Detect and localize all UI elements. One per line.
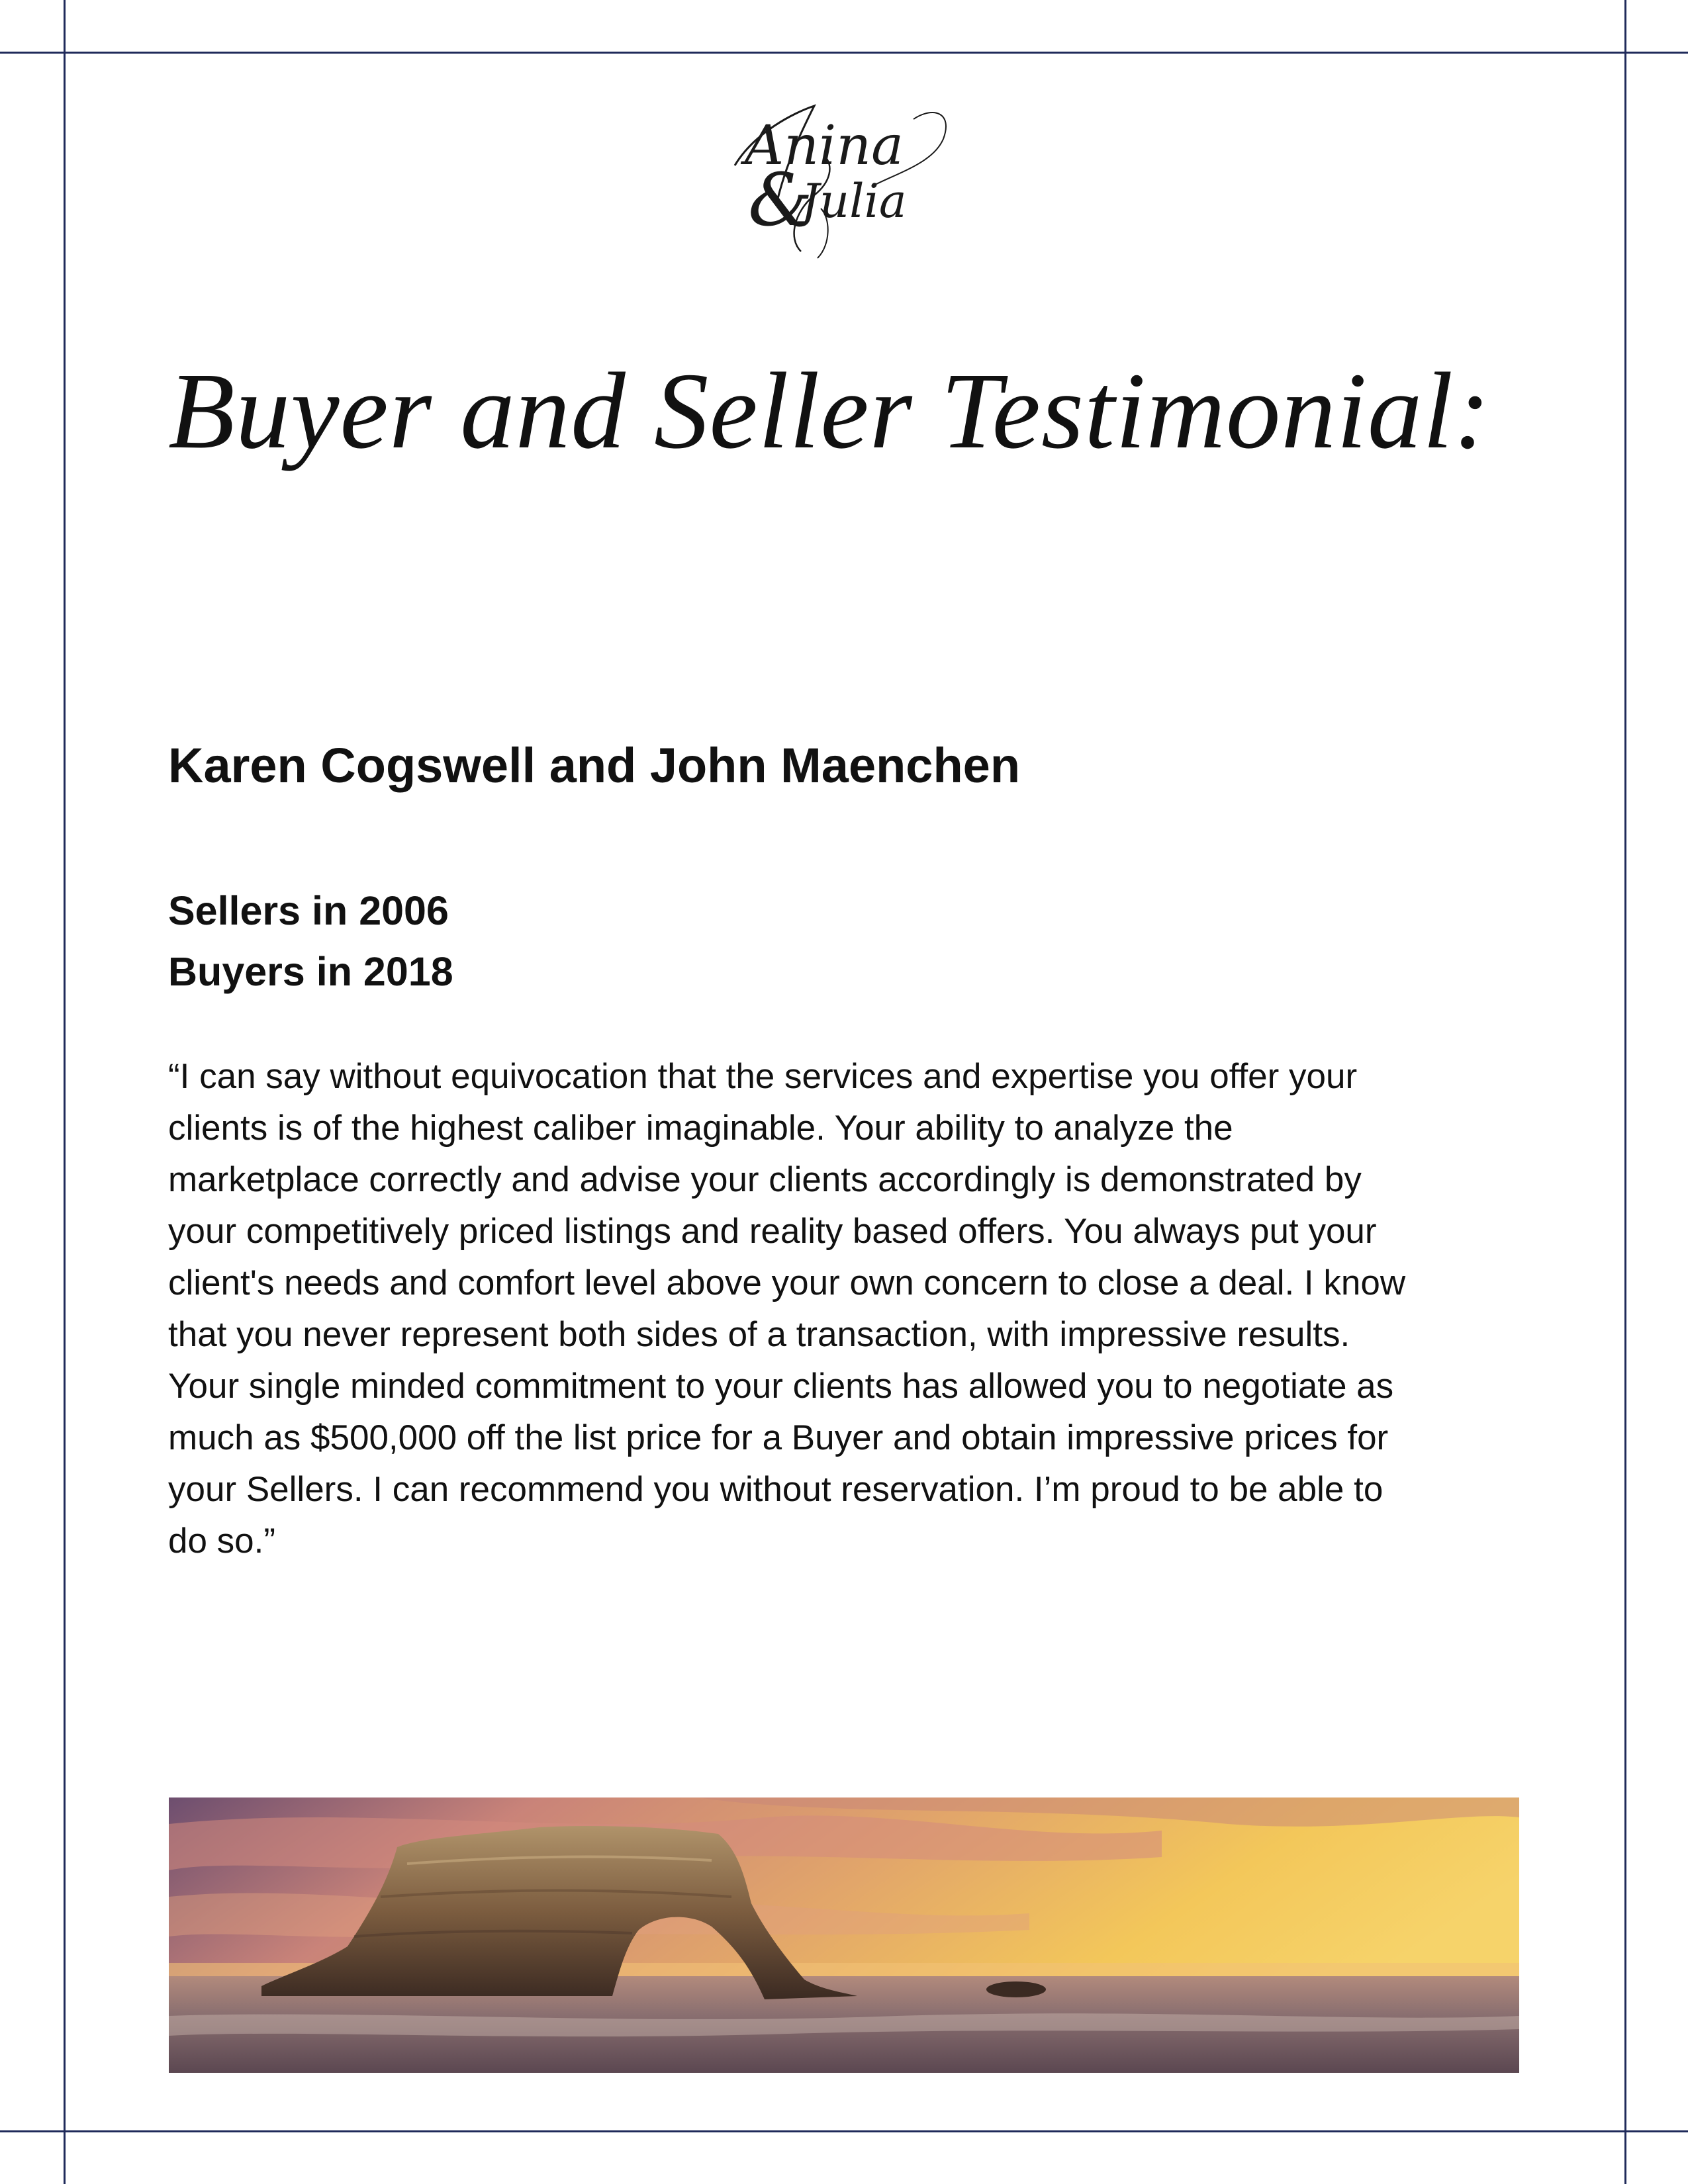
quote-line: that you never represent both sides of a transaction, with impressive results. [168, 1315, 1350, 1354]
sunset-arch-banner-image [169, 1797, 1519, 2073]
quote-line: marketplace correctly and advise your clients accordingly is demonstrated by [168, 1160, 1362, 1199]
quote-line: “I can say without equivocation that the services and expertise you offer your [168, 1057, 1358, 1096]
client-roles [168, 880, 453, 1002]
client-name: Karen Cogswell and John Maenchen [168, 738, 1021, 793]
quote-line: your Sellers. I can recommend you without reservation. I’m proud to be able to [168, 1470, 1383, 1509]
role-seller: Sellers in 2006 [168, 888, 449, 933]
testimonial-quote [168, 1051, 1532, 1567]
brand-logo [715, 86, 966, 265]
logo-text-second: Julia [801, 174, 907, 228]
role-buyer: Buyers in 2018 [168, 949, 453, 994]
frame-line-left [64, 0, 66, 2184]
quote-line: client's needs and comfort level above your own concern to close a deal. I know [168, 1263, 1406, 1302]
page-title: Buyer and Seller Testimonial: [168, 350, 1491, 471]
quote-line: clients is of the highest caliber imaginable. Your ability to analyze the [168, 1109, 1233, 1148]
logo-mark [715, 86, 966, 265]
banner-illustration [169, 1797, 1519, 2073]
frame-line-right [1624, 0, 1626, 2184]
quote-line: do so.” [168, 1522, 276, 1561]
frame-line-bottom [0, 2130, 1688, 2132]
logo-ampersand: & [748, 158, 813, 242]
logo-text-first: Anina [745, 114, 904, 177]
quote-line: Your single minded commitment to your clients has allowed you to negotiate as [168, 1367, 1394, 1406]
quote-line: much as $500,000 off the list price for a Buyer and obtain impressive prices for [168, 1418, 1389, 1457]
frame-line-top [0, 52, 1688, 54]
quote-line: your competitively priced listings and reality based offers. You always put your [168, 1212, 1377, 1251]
